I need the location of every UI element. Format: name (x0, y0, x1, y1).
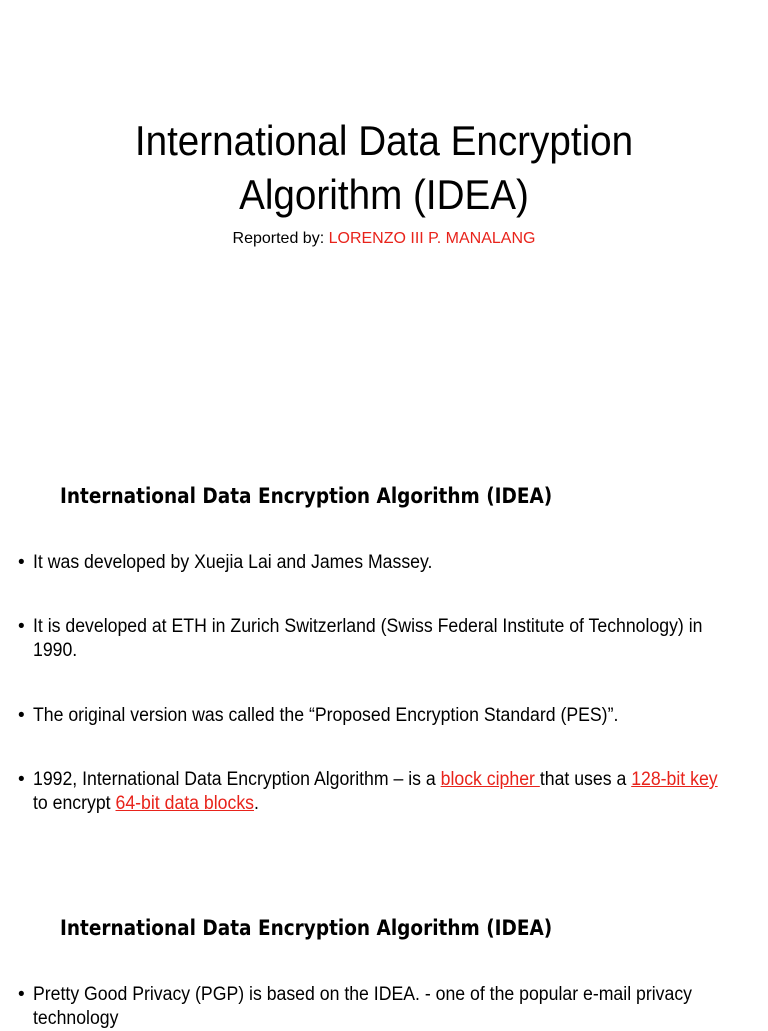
bullet-text-line1: It is developed at ETH in Zurich Switzerland (Swiss Federal Institute of Technology) in (33, 616, 703, 637)
bullet-text: The original version was called the “Proposed Encryption Standard (PES)”. (33, 705, 619, 726)
bullet-text-line2: 1990. (33, 640, 78, 661)
block-cipher-link[interactable]: block cipher (440, 769, 540, 790)
bullet-item (18, 768, 753, 816)
bullet-dot: • (18, 769, 25, 790)
bullet-text-line2 (33, 792, 703, 816)
bullet-text-line1: Pretty Good Privacy (PGP) is based on the IDEA. - one of the popular e-mail privacy (33, 984, 693, 1005)
slide-heading: International Data Encryption Algorithm (IDEA) (60, 484, 553, 508)
bullet-item (18, 704, 753, 728)
slide-title-line2: Algorithm (IDEA) (239, 171, 529, 218)
slide-title (31, 114, 738, 222)
64-bit-data-blocks-link[interactable]: 64-bit data blocks (115, 793, 255, 814)
bullet-dot: • (18, 552, 25, 573)
128-bit-key-link[interactable]: 128-bit key (631, 769, 718, 790)
bullet-text-line2: technology (33, 1008, 119, 1029)
text-segment: that uses a (539, 769, 632, 790)
text-segment: to encrypt (33, 793, 116, 814)
byline (0, 230, 768, 248)
title-slide (0, 0, 768, 432)
slide-heading: International Data Encryption Algorithm (IDEA) (60, 916, 553, 940)
bullet-item (18, 551, 753, 575)
bullet-dot: • (18, 616, 25, 637)
author-name: LORENZO III P. MANALANG (328, 230, 536, 247)
text-segment: . (254, 793, 259, 814)
content-slide-1 (0, 432, 768, 864)
bullet-text-line1 (33, 768, 718, 792)
slide-title-line1: International Data Encryption (134, 117, 634, 164)
bullet-dot: • (18, 984, 25, 1005)
bullet-text: It was developed by Xuejia Lai and James Massey. (33, 552, 433, 573)
text-segment: 1992, International Data Encryption Algorithm – is a (33, 769, 441, 790)
byline-label: Reported by: (232, 230, 329, 247)
content-slide-2 (0, 864, 768, 1029)
bullet-dot: • (18, 705, 25, 726)
bullet-item (18, 615, 753, 663)
